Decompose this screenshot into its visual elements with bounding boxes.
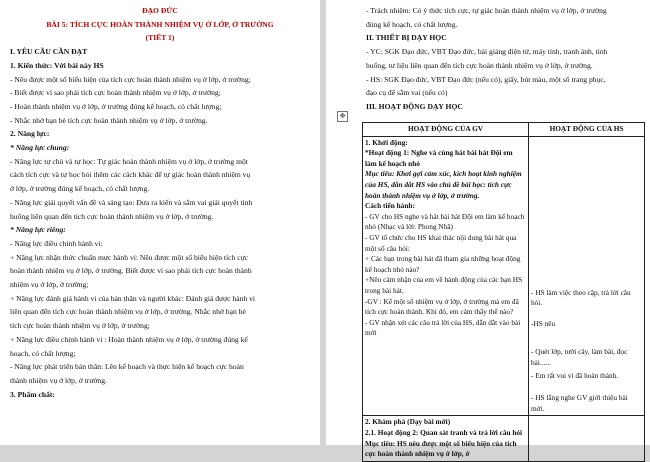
text-line: hoạch, có chất lượng; [10,348,76,358]
section-heading: 2. Năng lực: [10,129,50,139]
section-heading: 1. Khởi động: [365,137,408,147]
section-heading: 1. Kiến thức: Với bài này HS [10,60,104,70]
text-line: đạo cụ để sắm vai (nếu có) [366,88,448,98]
text-line: liên quan đến tích cực hoàn thành nhiệm vụ ở lớp, ở trường. Nhắc nhở bạn bè [10,307,246,317]
section-heading: I. YÊU CẦU CẦN ĐẠT [10,47,88,57]
text-line: - Năng lực phát triển bản thân: Lên kế hoạch và thực hiện kế hoạch cực hoàn [10,362,244,372]
text-line: hoàn thành nhiệm vụ ở lớp, ở trường. Biết được vì sao phải tích cực hoàn thành [10,266,252,276]
student-response: - Em rất vui vì đã hoàn thành. [531,370,619,380]
lesson-title: BÀI 5: TÍCH CỰC HOÀN THÀNH NHIỆM VỤ Ở LỚP, Ở TRƯỜNG [46,19,274,29]
text-line: - Hoàn thành nhiệm vụ ở lớp, ở trường đúng kế hoạch, có chất lượng; [10,101,222,111]
section-heading: II. THIẾT BỊ DẠY HỌC [366,33,447,43]
text-line: + Năng lực điều chỉnh hành vi : Hoàn thành nhiệm vụ ở lớp, ở trường đúng kế [10,334,248,344]
text-line: tích cực hoàn thành nhiệm vụ ở lớp, ở trường; [10,321,150,331]
text-line: - YC: SGK Đạo đức, VBT Đạo đức, bài giảng điện tử, máy tính, tranh ảnh, tình [366,47,608,57]
header-gv: HOẠT ĐỘNG CỦA GV [363,123,529,137]
student-response: - HS lắng nghe GV giới thiệu bài mới. [531,393,628,413]
table-header-row [363,123,645,137]
text-line: - Năng lực tự chủ và tự học: Tự giác hoàn thành nhiệm vụ ở lớp, ở trường một [10,156,248,166]
text-line: thành nhiệm vụ ở lớp, ở trường. [10,375,107,385]
text-line: ở lớp, ở trường đúng kế hoạch, có chất lượng. [10,184,150,194]
text-line: - Trách nhiệm: Có ý thức tích cực, tự giác hoàn thành nhiệm vụ ở lớp, ở trường [366,6,607,15]
text-line: - Biết được vì sao phải tích cực hoàn thành nhiệm vụ ở lớp, ở trường; [10,88,221,98]
section-heading: 2. Khám phá (Dạy bài mới) [365,417,451,427]
student-response: - HS làm việc theo cặp, trả lời câu hỏi. [531,287,631,308]
section-heading: * Năng lực riêng: [10,225,66,235]
section-heading: 3. Phẩm chất: [10,389,55,399]
spacer [531,329,642,347]
text-line: +Nêu cảm nhận của em về hành động của các bạn HS trong bài hát. [365,275,523,295]
text-line: nhiệm vụ ở lớp, ở trường; [10,280,89,290]
text-line: huống, tư liệu liên quan đến tích cực hoàn thành nhiệm vụ ở lớp, ở trường. [366,60,593,70]
teacher-activity-cell [363,136,529,416]
student-activity-cell [529,136,645,416]
section-heading: 2.1. Hoạt động 2: Quan sát tranh và trả lời câu hỏi [365,427,523,437]
table-row [363,416,645,461]
student-activity-cell [529,416,645,461]
text-line: đúng kế hoạch, có chất lượng. [366,19,458,29]
text-line: cách tích cực và tự học hỏi thêm các cách khác để tự giác hoàn thành nhiệm vụ [10,170,251,180]
subject-title: ĐẠO ĐỨC [142,6,178,15]
section-heading: Cách tiến hành: [365,201,415,211]
text-line: + Năng lực đánh giá hành vi của bản thân và người khác: Đánh giá được hành vi [10,293,256,303]
move-handle-icon[interactable]: ✥ [337,111,348,122]
text-line: - GV cho HS nghe và hát bài hát Đội em làm kế hoạch nhỏ (Nhạc và lời: Phong Nhã) [365,211,525,232]
student-response: - Quét lớp, tưới cây, làm bài, đọc bài...... [531,347,628,367]
section-heading: Mục tiêu: Khơi gợi cảm xúc, kích hoạt kinh nghiệm của HS, dẫn dắt HS vào chủ đề bài học: tích cực hoàn thành nhiệm vụ ở lớp, ở trường. [365,169,522,200]
student-response: -HS nêu [531,318,556,328]
text-line: - Nêu được một số biểu hiện của tích cực hoàn thành nhiệm vụ ở lớp, ở trường; [10,74,251,84]
text-line: + Các bạn trong bài hát đã tham gia những hoạt động kế hoạch nhỏ nào? [365,254,521,274]
text-line: - GV tổ chức cho HS khai thác nội dung bài hát qua một số câu hỏi: [365,232,517,253]
activity-table [362,122,645,462]
lesson-period: (TIẾT 1) [145,33,175,43]
spacer [531,309,642,319]
text-line: - GV nhận xét các câu trả lời của HS, dẫn dắt vào bài mới [365,317,521,338]
spacer [531,138,642,288]
section-heading: III. HOẠT ĐỘNG DẠY HỌC [366,101,463,111]
text-line: - HS: SGK Đạo đức, VBT Đạo đức (nếu có), giấy, bút màu, một số trang phục, [366,74,606,84]
left-body [10,45,310,401]
left-page [0,0,320,445]
teacher-activity-cell [363,416,529,461]
text-line: -GV : Kể một số nhiệm vụ ở lớp, ở trường mà em đã tích cực hoàn thành. Khi đó, em cảm thấy thế nào? [365,296,519,317]
text-line: - Năng lực giải quyết vấn đề và sáng tạo: Đưa ra kiến và sắm vai giải quyết tình [10,197,253,207]
spacer [531,381,642,393]
header-hs: HOẠT ĐỘNG CỦA HS [529,123,645,137]
section-heading: *Hoạt động 1: Nghe và cùng hát bài hát Đội em làm kế hoạch nhỏ [365,148,513,168]
text-line: - Nhắc nhở bạn bè tích cực hoàn thành nhiệm vụ ở lớp, ở trường. [10,115,208,125]
text-line: huống liên quan đến tích cực hoàn thành nhiệm vụ ở lớp, ở trường. [10,211,214,221]
text-line: + Năng lực nhận thức chuẩn mực hành vi: Nêu được một số biểu hiện tích cực [10,252,249,262]
text-line: - Năng lực điều chỉnh hành vi: [10,238,103,248]
section-heading: Mục tiêu: HS nêu được một số biểu hiện của tích cực hoàn thành nhiệm vụ ở lớp, ở [365,438,517,459]
table-row [363,136,645,416]
right-body [366,4,642,114]
section-heading: * Năng lực chung: [10,143,70,153]
